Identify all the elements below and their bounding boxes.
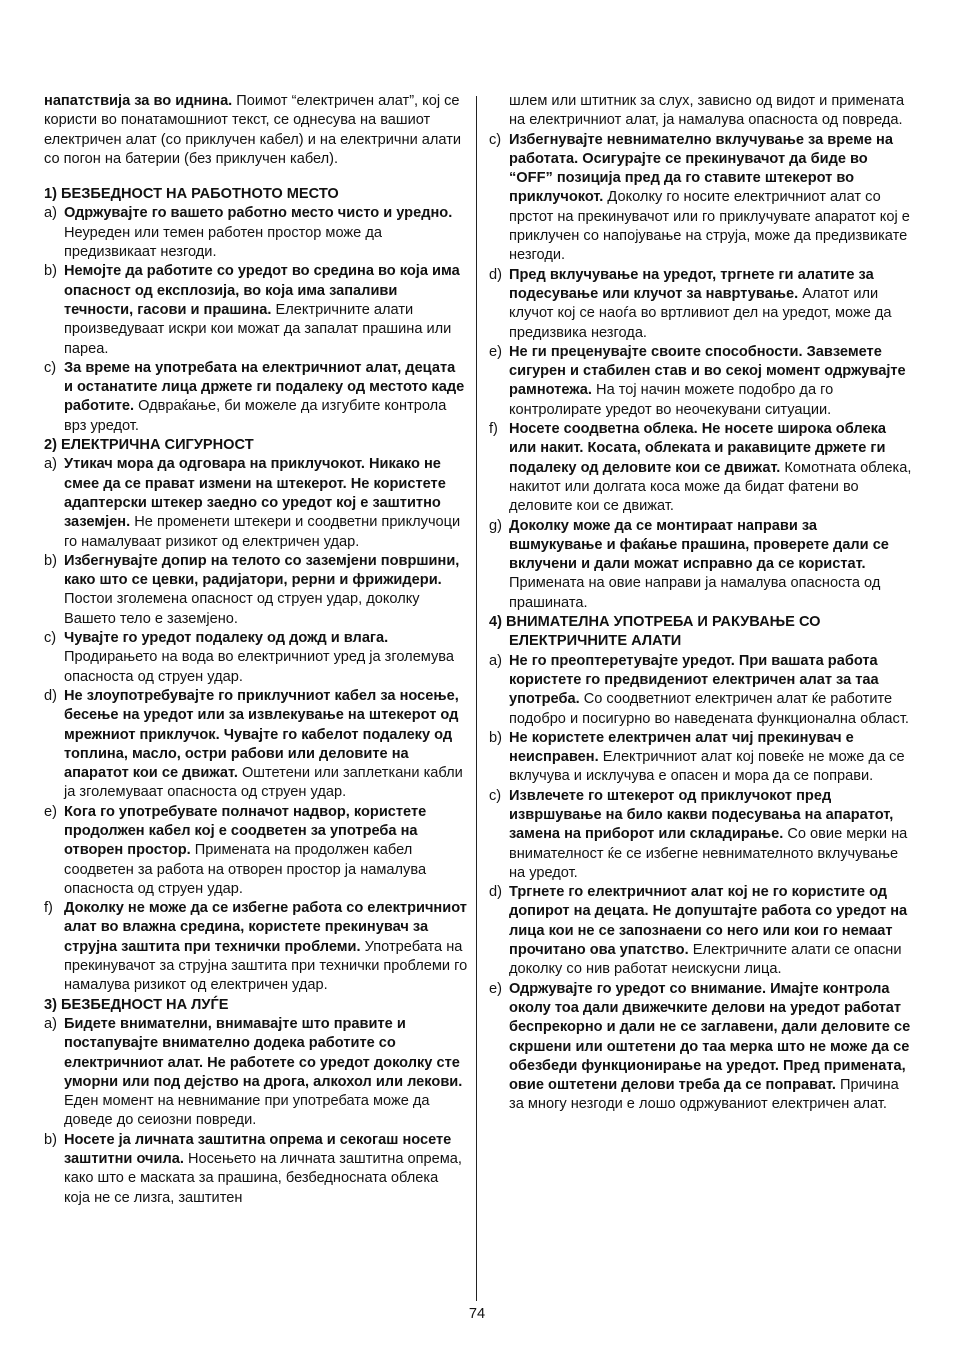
item-plain-text: Причина за многу незгоди е лошо одржуваниот електричен алат.	[509, 1077, 899, 1113]
list-item	[489, 652, 913, 729]
list-item	[44, 1131, 468, 1208]
item-label: d)	[489, 884, 502, 901]
list-item	[44, 1015, 468, 1131]
item-text	[64, 687, 468, 803]
list-item	[44, 803, 468, 899]
item-label: a)	[44, 456, 57, 473]
item-plain-text: Доколку го носите електричниот алат со прстот на прекинувачот или го приклучувате апаратот кој е приклучен со напојување на струја, може да предизвикате незгоди.	[509, 189, 910, 264]
item-bold-text: Носете соодветна облека. Не носете широка облека или накит. Косата, облеката и ракавиците држете ги подалеку од деловите кои се движат.	[509, 421, 886, 476]
list-item	[44, 629, 468, 687]
section-heading: 4) ВНИМАТЕЛНА УПОТРЕБА И РАКУВАЊЕ СО ЕЛЕКТРИЧНИТЕ АЛАТИ	[489, 614, 821, 650]
item-label: b)	[489, 729, 502, 746]
item-text	[64, 552, 468, 629]
list-item	[44, 552, 468, 629]
item-plain-text: Комотната облека, накитот или долгата коса може да бидат фатени во деловите кои се движат.	[509, 459, 912, 515]
item-plain-text: Примената на овие направи ја намалува опасноста од прашината.	[509, 575, 881, 611]
item-text	[64, 629, 468, 687]
item-bold-text: Немојте да работите со уредот во средина во која има опасност од експлозија, во која има запаливи течности, гасови и прашина.	[64, 263, 460, 318]
item-label: f)	[44, 900, 53, 917]
section-heading: 3) БЕЗБЕДНОСТ НА ЛУЃЕ	[44, 996, 229, 1013]
section-heading: 1) БЕЗБЕДНОСТ НА РАБОТНОТО МЕСТО	[44, 186, 339, 203]
list-item	[489, 517, 913, 613]
item-bold-text: Чувајте го уредот подалеку од дожд и влага.	[64, 630, 389, 647]
item-bold-text: Не злоупотребувајте го приклучниот кабел за носење, бесење на уредот или за извлекување на штекерот од мрежниот приклучок. Чувајте го кабелот подалеку од топлина, масло, остри рабови или деловите на апаратот кои се движат.	[64, 687, 459, 782]
column-divider	[476, 96, 477, 1301]
item-bold-text: Не користете електричен алат чиј прекинувач е неисправен.	[509, 729, 854, 766]
list-item	[44, 262, 468, 358]
item-label: f)	[489, 421, 498, 438]
item-text	[64, 262, 468, 358]
section-list	[489, 131, 913, 613]
item-bold-text: Одржувајте го вашето работно место чисто и уредно.	[64, 205, 453, 222]
item-label: c)	[44, 630, 57, 647]
item-text	[64, 1131, 468, 1208]
item-plain-text: Алатот или клучот кој се наоѓа во вртливиот дел на уредот, може да предизвика незгода.	[509, 285, 892, 341]
item-plain-text: Еден момент на невнимание при употребата може да доведе до сеиозни повреди.	[64, 1093, 430, 1129]
item-label: d)	[44, 687, 57, 704]
item-bold-text: Бидете внимателни, внимавајте што правите и постапувајте внимателно додека работите со електричниот алат. Не работете со уредот доколку сте уморни или под дејство на дрога, алкохол или лекови.	[64, 1015, 463, 1090]
item-text	[64, 455, 468, 551]
list-item	[44, 687, 468, 803]
continued-text: шлем или штитник за слух, зависно од видот и примената на електричниот алат, ја намалува опасноста од повреда.	[509, 93, 905, 129]
item-text	[64, 803, 468, 899]
item-plain-text: На тој начин можете подобро да го контролирате уредот во неочекувани ситуации.	[509, 382, 834, 418]
item-label: b)	[44, 263, 57, 280]
item-bold-text: Утикач мора да одговара на приклучокот. Никако не смее да се прават измени на штекерот. Не користете адаптерски штекер заедно со уредот кој е заштитно заземјен.	[64, 456, 446, 531]
item-text	[64, 359, 468, 436]
item-label: e)	[489, 980, 502, 997]
intro-paragraph: напатствија за во иднина. Поимот “електричен алат”, кој се користи во понатамошниот текст, се однесува на вашиот електричен алат (со приклучен кабел) и на електрични алати со погон на батерии (без приклучен кабел).	[44, 93, 462, 167]
section-heading: 2) ЕЛЕКТРИЧНА СИГУРНОСТ	[44, 437, 254, 454]
right-column	[489, 92, 913, 1115]
item-bold-text: Избегнувајте допир на телото со заземјени површини, како што се цевки, радијатори, рерни и фрижидери.	[64, 552, 460, 589]
item-bold-text: Доколку не може да се избегне работа со електричниот алат во влажна средина, користете прекинувач за струјна заштита при технички проблеми.	[64, 900, 467, 955]
item-plain-text: Неуреден или темен работен простор може да предизвикаат незгоди.	[64, 224, 382, 261]
item-plain-text: Одвраќање, би можеле да изгубите контрола врз уредот.	[64, 398, 447, 434]
item-label: b)	[44, 1131, 57, 1148]
item-plain-text: Постои зголемена опасност од струен удар, доколку Вашето тело е заземјено.	[64, 591, 420, 627]
list-item	[44, 359, 468, 436]
section-list	[44, 204, 468, 436]
section-list	[489, 652, 913, 1115]
item-plain-text: Електричните алати се опасни доколку со нив работат неискусни лица.	[509, 942, 902, 978]
list-item	[489, 343, 913, 420]
item-bold-text: Не ги преценувајте своите способности. Завземете сигурен и стабилен став и во секој момент одржувајте рамнотежа.	[509, 343, 906, 399]
item-plain-text: Електричните алати произведуваат искри кои можат да запалат прашина или пареа.	[64, 301, 452, 357]
item-text	[64, 1015, 468, 1131]
page-number: 74	[468, 1306, 486, 1322]
list-item	[489, 131, 913, 266]
list-item	[489, 266, 913, 343]
item-bold-text: Пред вклучување на уредот, тргнете ги алатите за подесување или клучот за навртување.	[509, 266, 874, 302]
item-label: g)	[489, 517, 502, 534]
item-text	[509, 266, 913, 343]
item-bold-text: Кога го употребувате полначот надвор, користете продолжен кабел кој е соодветен за употреба на отворен простор.	[64, 803, 427, 859]
item-bold-text: Доколку може да се монтираат направи за вшмукување и фаќање прашина, проверете дали се вклучени и дали можат исправно да се користат.	[509, 517, 889, 573]
item-bold-text: Избегнувајте невнимателно вклучување за време на работата. Осигурајте се прекинувачот да биде во “OFF” позиција пред да го ставите штекерот во приклучокот.	[509, 131, 893, 206]
item-bold-text: Одржувајте го уредот со внимание. Имајте контрола околу тоа дали движечките делови на уредот работат беспрекорно и дали не се заглавени, дали деловите се скршени или оштетени до таа мерка што не може да се обезбеди функционирање на уредот. Пред примената, овие оштетени делови треба да се поправат.	[509, 980, 911, 1094]
list-item	[489, 787, 913, 883]
item-bold-text: Носете ја личната заштитна опрема и секогаш носете заштитни очила.	[64, 1131, 452, 1168]
item-bold-text: Тргнете го електричниот алат кој не го користите од допирот на децата. Не допуштајте работа со уредот на лица кои не се запознаени со него или кои го немаат прочитано ова упатство.	[509, 884, 908, 959]
item-text	[64, 204, 468, 262]
item-label: b)	[44, 552, 57, 569]
item-plain-text: Не променети штекери и соодветни приклучоци го намалуваат ризикот од електричен удар.	[64, 514, 461, 550]
item-label: d)	[489, 266, 502, 283]
item-plain-text: Електричниот алат кој повеќе не може да се вклучува и исклучува е опасен и мора да се поправи.	[509, 749, 905, 785]
item-text	[509, 652, 913, 729]
item-label: a)	[44, 1015, 57, 1032]
item-bold-text: Извлечете го штекерот од приклучокот пред извршување на било какви подесувања на апаратот, замена на приборот или складирање.	[509, 787, 894, 843]
item-label: c)	[489, 131, 502, 148]
item-text	[64, 899, 468, 995]
item-bold-text: За време на употребата на електричниот алат, децата и останатите лица држете ги подалеку од местото каде работите.	[64, 359, 465, 415]
item-text	[509, 420, 913, 516]
item-label: c)	[489, 787, 502, 804]
section-list	[44, 455, 468, 995]
item-plain-text: Со овие мерки на внимателност ќе се избегне невнимателното вклучување на уредот.	[509, 826, 908, 881]
item-plain-text: Оштетени или заплеткани кабли ја зголемуваат опасноста од струен удар.	[64, 765, 463, 801]
list-item	[489, 92, 913, 131]
list-item	[489, 420, 913, 516]
item-label: c)	[44, 359, 57, 376]
item-text	[509, 787, 913, 883]
item-text	[509, 980, 913, 1115]
item-text	[509, 517, 913, 613]
item-text	[509, 131, 913, 266]
item-plain-text: Примената на продолжен кабел соодветен за работа на отворен простор ја намалува опасноста од струен удар.	[64, 842, 427, 897]
item-label: a)	[489, 652, 502, 669]
item-text	[509, 343, 913, 420]
list-item	[489, 729, 913, 787]
list-item	[44, 455, 468, 551]
list-item	[489, 980, 913, 1115]
item-text	[509, 729, 913, 787]
item-label: e)	[489, 343, 502, 360]
item-label: e)	[44, 803, 57, 820]
item-bold-text: Не го преоптеретувајте уредот. При вашата работа користете го предвидениот електричен алат за таа употреба.	[509, 652, 879, 708]
item-plain-text: Употребата на прекинувачот за струјна заштита при технички проблеми го намалува ризикот од електричен удар.	[64, 938, 468, 994]
item-plain-text: Носењето на личната заштитна опрема, како што е маската за прашина, безбедносната облека која не се лизга, заштитен	[64, 1151, 462, 1206]
item-label: a)	[44, 205, 57, 222]
section-list	[44, 1015, 468, 1208]
item-plain-text: Со соодветниот електричен алат ќе работите подобро и посигурно во наведената функционална област.	[509, 691, 909, 727]
left-column	[44, 92, 468, 1208]
item-plain-text: Продирањето на вода во електричниот уред ја зголемува опасноста од струен удар.	[64, 649, 455, 685]
item-text	[509, 883, 913, 979]
list-item	[489, 883, 913, 979]
list-item	[44, 204, 468, 262]
list-item	[44, 899, 468, 995]
